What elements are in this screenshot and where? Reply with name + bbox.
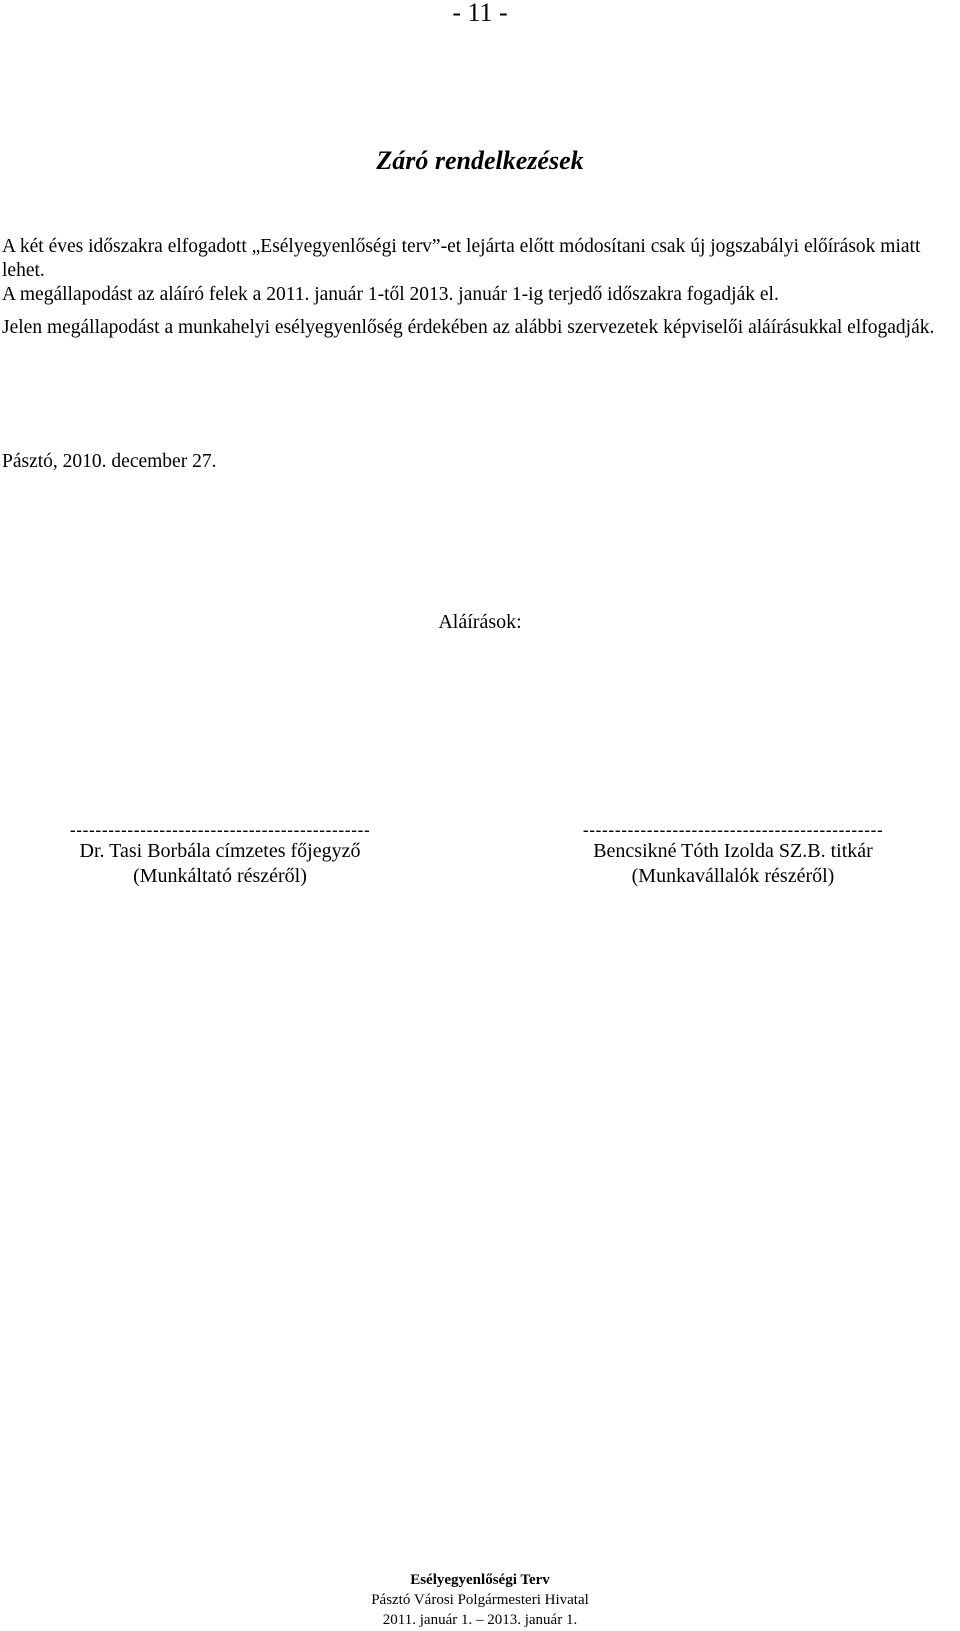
signatory-name: Dr. Tasi Borbála címzetes főjegyző — [79, 840, 361, 862]
signature-block-employees — [508, 823, 958, 889]
footer-period: 2011. január 1. – 2013. január 1. — [382, 1612, 578, 1628]
paragraph-period: A megállapodást az aláíró felek a 2011. január 1-től 2013. január 1-ig terjedő időszakra fogadják el. — [2, 284, 779, 305]
footer-institution: Pásztó Városi Polgármesteri Hivatal — [371, 1592, 589, 1608]
place-date: Pásztó, 2010. december 27. — [2, 451, 217, 472]
signatory-role: (Munkavállalók részéről) — [631, 865, 835, 887]
signature-block-employer — [0, 823, 440, 889]
signatures-heading: Aláírások: — [438, 611, 522, 633]
signature-line: ----------------------------------------------- — [69, 823, 371, 839]
page-footer — [0, 1570, 960, 1630]
signatory-name: Bencsikné Tóth Izolda SZ.B. titkár — [593, 840, 873, 862]
signature-line: ----------------------------------------------- — [582, 823, 884, 839]
section-title: Záró rendelkezések — [376, 146, 584, 175]
page-number: - 11 - — [452, 0, 508, 27]
paragraph-acceptance: Jelen megállapodást a munkahelyi esélyegyenlőség érdekében az alábbi szervezetek képviselői aláírásukkal elfogadják. — [2, 317, 935, 338]
footer-document-title: Esélyegyenlőségi Terv — [410, 1572, 550, 1588]
signatory-role: (Munkáltató részéről) — [133, 865, 307, 887]
paragraph-amendment: A két éves időszakra elfogadott „Esélyegyenlőségi terv”-et lejárta előtt módosítani csak új jogszabályi előírások miatt lehet. — [2, 236, 921, 281]
